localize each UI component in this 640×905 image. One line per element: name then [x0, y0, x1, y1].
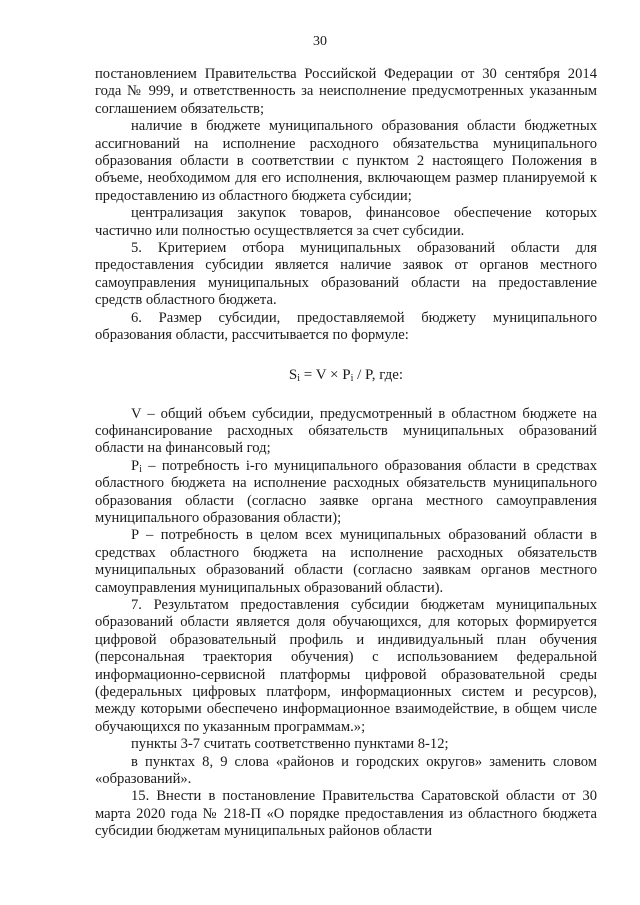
formula-middle: = V × P	[300, 366, 351, 383]
definition-pi	[95, 458, 597, 528]
paragraph-5: 6. Размер субсидии, предоставляемой бюджету муниципального образования области, рассчитывается по формуле:	[95, 309, 597, 344]
definition-pi-text: – потребность i-го муниципального образования области в средствах областного бюджета на исполнение расходных обязательств муниципального образования области (согласно заявке органа местного самоуправления муниципального образования области);	[95, 457, 597, 526]
document-body	[95, 66, 597, 841]
formula	[95, 366, 597, 384]
paragraph-6: 7. Результатом предоставления субсидии бюджетам муниципальных образований области является доля обучающихся, для которых формируется цифровой образовательный профиль и индивидуальный план обучения (персональная траектория обучения) с использованием федеральной информационно-сервисной платформы цифровой образовательной среды (федеральных цифровых платформ, информационных систем и ресурсов), между которыми обеспечено информационное взаимодействие, в общем числе обучающихся по указанным программам.»;	[95, 596, 597, 735]
paragraph-7: пункты 3-7 считать соответственно пунктами 8-12;	[131, 736, 449, 753]
formula-s-subscript: i	[297, 372, 301, 384]
paragraph-3: централизация закупок товаров, финансовое обеспечение которых частично или полностью осуществляется за счет субсидии.	[95, 205, 597, 239]
paragraph-8: в пунктах 8, 9 слова «районов и городских округов» заменить словом «образований».	[95, 753, 597, 788]
definition-v: V – общий объем субсидии, предусмотренный в областном бюджете на софинансирование расходных обязательств муниципальных образований области на финансовый год;	[95, 405, 597, 457]
paragraph-9: 15. Внести в постановление Правительства Саратовской области от 30 марта 2020 года № 218-П «О порядке предоставления из областного бюджета субсидии бюджетам муниципальных районов области	[95, 788, 597, 840]
formula-p-subscript: i	[350, 372, 354, 384]
definition-p: P – потребность в целом всех муниципальных образований области в средствах областного бюджета на исполнение расходных обязательств муниципальных образований области (согласно заявкам органов местного самоуправления муниципальных образований области).	[95, 527, 597, 596]
definition-pi-symbol: P	[131, 457, 140, 474]
formula-s: S	[288, 366, 298, 383]
definition-pi-subscript: i	[139, 463, 142, 475]
paragraph-1: постановлением Правительства Российской Федерации от 30 сентября 2014 года № 999, и ответственность за неисполнение предусмотренных указанным соглашением обязательств;	[95, 66, 597, 117]
paragraph-4: 5. Критерием отбора муниципальных образований области для предоставления субсидии является наличие заявок от органов местного самоуправления муниципальных образований области на предоставление средств областного бюджета.	[95, 240, 597, 309]
page-number: 30	[313, 34, 327, 49]
paragraph-2: наличие в бюджете муниципального образования области бюджетных ассигнований на исполнение расходного обязательства муниципального образования области в соответствии с пунктом 2 настоящего Положения в объеме, необходимом для его исполнения, включающем размер планируемой к предоставлению из областного бюджета субсидии;	[95, 118, 597, 204]
formula-tail: / P, где:	[353, 366, 404, 383]
